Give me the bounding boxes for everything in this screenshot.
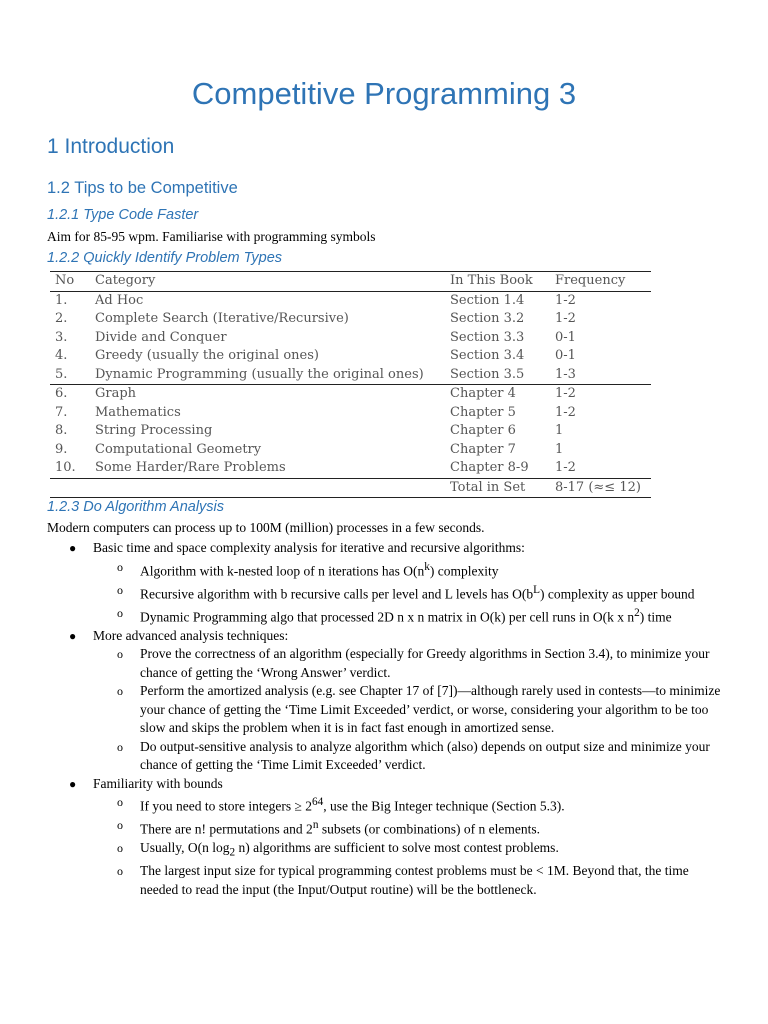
cell-book: Section 3.2 — [450, 311, 525, 327]
cell-no: 2. — [55, 311, 68, 327]
cell-book: Chapter 7 — [450, 441, 516, 457]
heading-algorithm-analysis: 1.2.3 Do Algorithm Analysis — [47, 499, 225, 515]
cell-no: 4. — [55, 348, 68, 364]
table-row — [50, 291, 651, 310]
list-item: ● Basic time and space complexity analysis for iterative and recursive algorithms: — [47, 539, 727, 558]
cell-frequency: 1-2 — [555, 311, 576, 327]
cell-book: Section 3.5 — [450, 366, 525, 382]
cell-frequency: 1-2 — [555, 385, 651, 404]
col-header-no: No — [50, 272, 95, 292]
cell-no: 6. — [50, 385, 95, 404]
cell-category: Some Harder/Rare Problems — [95, 460, 286, 476]
total-value: 8-17 (≈≤ 12) — [555, 478, 651, 498]
circle-bullet-icon: o — [117, 841, 123, 855]
list-item: o Recursive algorithm with b recursive calls per level and L levels has $O(b^L)$ complexity as upper bound — [117, 582, 695, 601]
table-row — [50, 441, 651, 460]
cell-frequency: 1 — [555, 423, 564, 439]
table-row — [50, 310, 651, 329]
cell-frequency: 1-2 — [555, 404, 576, 420]
cell-book: Section 1.4 — [450, 292, 525, 308]
total-label: Total in Set — [450, 478, 555, 498]
list-item: o There are n! permutations and 2$^n$ subsets (or combinations) of n elements. — [117, 818, 541, 837]
cell-frequency: 1-2 — [555, 292, 576, 308]
analysis-list — [47, 539, 727, 899]
table-header-row — [50, 272, 651, 292]
cell-book: Chapter 5 — [450, 404, 516, 420]
problem-types-table — [50, 271, 651, 498]
cell-no: 8. — [55, 423, 68, 439]
list-item: ● More advanced analysis techniques: — [47, 627, 727, 646]
cell-category: Mathematics — [95, 404, 181, 420]
list-item: o Perform the amortized analysis (e.g. see Chapter 17 of [7])—although rarely used in contests—to minimize your chance of getting the ‘Time Limit Exceeded’ verdict, or worse, considering your algorithm to be too slow and skips the problem when it is in fact fast enough in amortized sense. — [117, 683, 721, 735]
cell-no: 7. — [55, 404, 68, 420]
table-row — [50, 366, 651, 385]
cell-book: Chapter 6 — [450, 423, 516, 439]
cell-frequency: 1 — [555, 441, 564, 457]
table-row — [50, 347, 651, 366]
cell-category: Complete Search (Iterative/Recursive) — [95, 311, 349, 327]
col-header-frequency: Frequency — [555, 272, 651, 292]
col-header-book: In This Book — [450, 272, 555, 292]
list-item: ● Familiarity with bounds — [47, 775, 727, 794]
cell-frequency: 1-2 — [555, 460, 576, 476]
heading-type-code-faster: 1.2.1 Type Code Faster — [47, 207, 199, 223]
table-row — [50, 459, 651, 478]
bullet-icon: ● — [69, 776, 77, 791]
table-total-row — [50, 478, 651, 498]
circle-bullet-icon: o — [117, 605, 123, 620]
cell-book: Chapter 8-9 — [450, 460, 529, 476]
bullet-icon: ● — [69, 628, 77, 643]
cell-category: Divide and Conquer — [95, 329, 227, 345]
cell-frequency: 1-3 — [555, 366, 576, 382]
cell-book: Chapter 4 — [450, 385, 555, 404]
circle-bullet-icon: o — [117, 864, 123, 879]
cell-book: Section 3.3 — [450, 329, 525, 345]
cell-frequency: 0-1 — [555, 329, 576, 345]
circle-bullet-icon: o — [117, 559, 123, 574]
cell-no: 3. — [55, 329, 68, 345]
heading-introduction: 1 Introduction — [47, 135, 175, 158]
cell-category: Dynamic Programming (usually the original ones) — [95, 366, 424, 382]
list-item: o Do output-sensitive analysis to analyze algorithm which (also) depends on output size and minimize your chance of getting the ‘Time Limit Exceeded’ verdict. — [117, 738, 710, 772]
table-row — [50, 329, 651, 348]
circle-bullet-icon: o — [117, 795, 123, 809]
list-item: o The largest input size for typical programming contest problems must be < 1M. Beyond that, the time needed to read the input (the Input/Output routine) will be the bottleneck. — [117, 863, 689, 897]
cell-book: Section 3.4 — [450, 348, 525, 364]
cell-category: Ad Hoc — [95, 292, 144, 308]
table-row — [50, 404, 651, 423]
cell-no: 5. — [55, 366, 68, 382]
cell-category: String Processing — [95, 423, 213, 439]
cell-no: 9. — [55, 441, 68, 457]
analysis-intro: Modern computers can process up to 100M (million) processes in a few seconds. — [47, 520, 485, 535]
bullet-icon: ● — [69, 541, 77, 555]
circle-bullet-icon: o — [117, 739, 123, 754]
cell-category: Graph — [95, 385, 450, 404]
list-item: o Dynamic Programming algo that processed 2D n x n matrix in O(k) per cell runs in O(k x $n^2$) time — [117, 605, 672, 624]
table-row — [50, 422, 651, 441]
table-row — [50, 385, 651, 404]
type-code-text: Aim for 85-95 wpm. Familiarise with programming symbols — [47, 229, 376, 244]
page-title: Competitive Programming 3 — [191, 76, 577, 111]
heading-tips: 1.2 Tips to be Competitive — [47, 179, 238, 197]
cell-no: 10. — [55, 460, 76, 476]
list-item: o Algorithm with k-nested loop of n iterations has $O(n^k)$ complexity — [117, 559, 499, 578]
circle-bullet-icon: o — [117, 647, 123, 661]
cell-frequency: 0-1 — [555, 348, 576, 364]
list-item: o Usually, O(n $\log_2 n$) algorithms are sufficient to solve most contest problems. — [117, 840, 559, 859]
cell-no: 1. — [55, 292, 68, 308]
circle-bullet-icon: o — [117, 818, 123, 832]
cell-category: Computational Geometry — [95, 441, 262, 457]
heading-identify-problem-types: 1.2.2 Quickly Identify Problem Types — [47, 250, 283, 266]
cell-category: Greedy (usually the original ones) — [95, 348, 319, 364]
list-item: o Prove the correctness of an algorithm (especially for Greedy algorithms in Section 3.4), to minimize your chance of getting the ‘Wrong Answer’ verdict. — [117, 646, 710, 680]
circle-bullet-icon: o — [117, 582, 123, 597]
circle-bullet-icon: o — [117, 684, 123, 698]
col-header-category: Category — [95, 272, 450, 292]
list-item: o If you need to store integers ≥ $2^{64}$, use the Big Integer technique (Section 5.3). — [117, 795, 565, 814]
